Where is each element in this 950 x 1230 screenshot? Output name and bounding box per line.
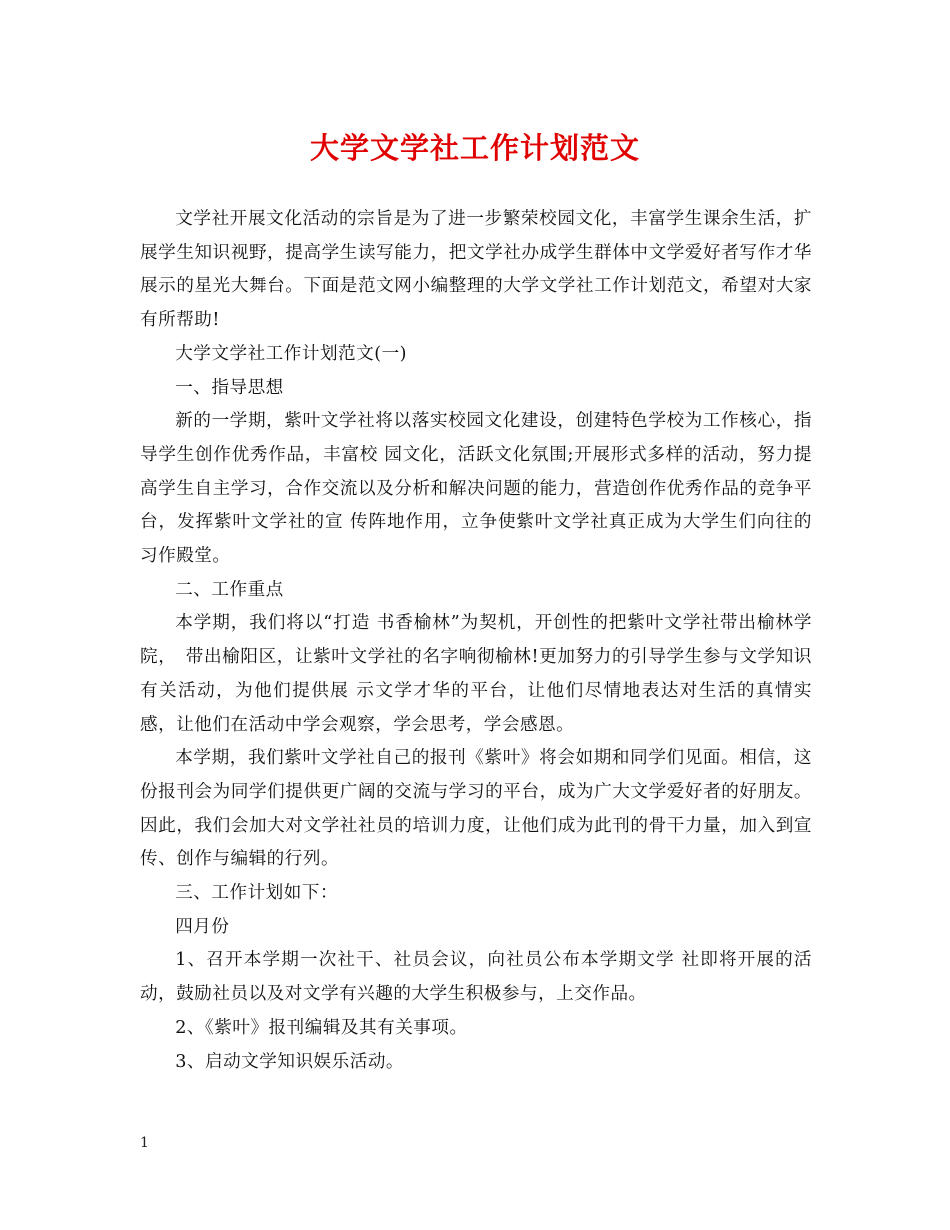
paragraph-work-focus-2: 本学期，我们紫叶文学社自己的报刊《紫叶》将会如期和同学们见面。相信，这份报刊会为同学们提供更广阔的交流与学习的平台，成为广大文学爱好者的好朋友。因此，我们会加大对文学社社员的培训力度，让他们成为此刊的骨干力量，加入到宣传、创作与编辑的行列。 [140, 748, 812, 870]
document-title: 大学文学社工作计划范文 [309, 131, 640, 165]
section-heading-plan-one: 大学文学社工作计划范文(一) [175, 343, 408, 364]
paragraph-guiding-ideology: 新的一学期，紫叶文学社将以落实校园文化建设，创建特色学校为工作核心，指导学生创作优秀作品，丰富校 园文化，活跃文化氛围;开展形式多样的活动，努力提高学生自主学习，合作交流以及分析和解决问题的能力，营造创作优秀作品的竞争平台，发挥紫叶文学社的宣 传阵地作用，立争使紫叶文学社真正成为大学生们向往的习作殿堂。 [140, 411, 812, 567]
list-item-2: 2、《紫叶》报刊编辑及其有关事项。 [175, 1017, 468, 1038]
section-heading-work-focus: 二、工作重点 [175, 579, 284, 600]
subheading-april: 四月份 [175, 916, 230, 937]
list-item-1: 1、召开本学期一次社干、社员会议，向社员公布本学期文学 社即将开展的活动，鼓励社员以及对文学有兴趣的大学生积极参与，上交作品。 [140, 950, 812, 1005]
list-item-3: 3、启动文学知识娱乐活动。 [175, 1051, 405, 1072]
document-body [140, 203, 812, 1079]
page-number: 1 [140, 1135, 149, 1151]
paragraph-intro: 文学社开展文化活动的宗旨是为了进一步繁荣校园文化，丰富学生课余生活，扩展学生知识视野，提高学生读写能力，把文学社办成学生群体中文学爱好者写作才华展示的星光大舞台。下面是范文网小编整理的大学文学社工作计划范文，希望对大家有所帮助! [140, 209, 812, 331]
paragraph-work-focus-1: 本学期，我们将以“打造 书香榆林”为契机，开创性的把紫叶文学社带出榆林学院， 带出榆阳区，让紫叶文学社的名字响彻榆林!更加努力的引导学生参与文学知识有关活动，为他们提供展 示文学才华的平台，让他们尽情地表达对生活的真情实感，让他们在活动中学会观察，学会思考，学会感恩。 [140, 613, 812, 735]
section-heading-work-plan: 三、工作计划如下： [175, 883, 339, 904]
section-heading-guiding-ideology: 一、指导思想 [175, 377, 284, 398]
